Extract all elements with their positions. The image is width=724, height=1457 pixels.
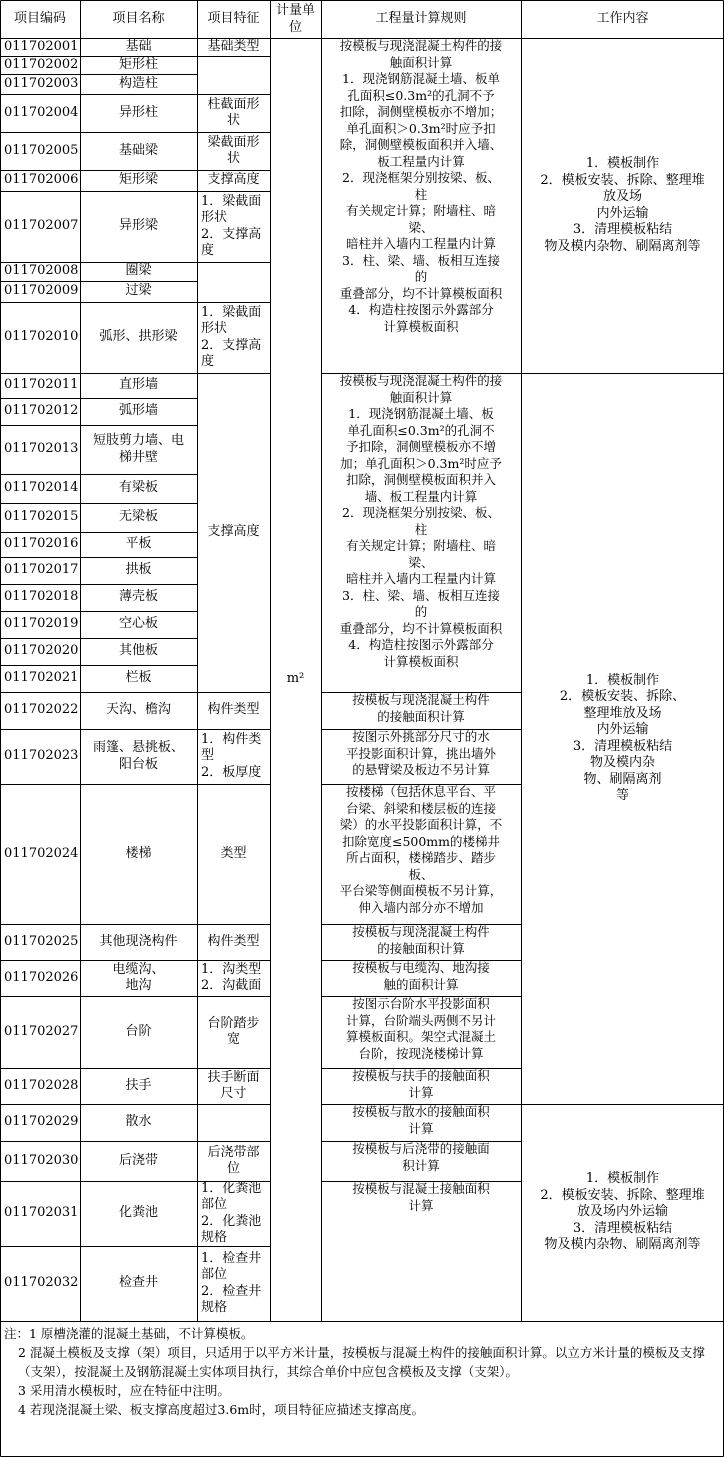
work-content: 1．模板制作 2．模板安装、拆除、 整理堆放及场 内外运输 3．清理模板粘结 物及模内杂 物、刷隔离剂 等 bbox=[559, 672, 686, 803]
item-name: 薄壳板 bbox=[118, 589, 158, 605]
item-name: 拱板 bbox=[125, 562, 152, 578]
item-name: 圈梁 bbox=[125, 263, 152, 279]
item-name: 基础 bbox=[125, 38, 152, 54]
item-code: 011702028 bbox=[4, 1077, 79, 1093]
item-name: 矩形梁 bbox=[118, 172, 158, 188]
item-code: 011702007 bbox=[4, 218, 79, 234]
item-name: 化粪池 bbox=[118, 1205, 158, 1221]
item-name: 其他现浇构件 bbox=[99, 933, 178, 949]
item-code: 011702012 bbox=[4, 403, 79, 419]
item-code: 011702029 bbox=[4, 1114, 79, 1130]
item-code: 011702002 bbox=[4, 56, 79, 72]
item-feature: 台阶踏步 宽 bbox=[207, 1015, 260, 1047]
item-code: 011702022 bbox=[4, 702, 79, 718]
item-code: 011702017 bbox=[4, 562, 79, 578]
item-code: 011702021 bbox=[4, 670, 79, 686]
item-name: 过梁 bbox=[125, 283, 152, 299]
item-code: 011702011 bbox=[4, 377, 79, 393]
item-feature: 1．梁截面 形状 2．支撑高 度 bbox=[201, 193, 262, 258]
item-name: 栏板 bbox=[125, 670, 152, 686]
header-work: 工作内容 bbox=[596, 11, 649, 27]
item-name: 电缆沟、 地沟 bbox=[112, 961, 165, 993]
item-name: 楼梯 bbox=[125, 845, 152, 861]
table-notes bbox=[0, 1322, 724, 1456]
item-code: 011702010 bbox=[4, 329, 79, 345]
item-code: 011702027 bbox=[4, 1023, 79, 1039]
item-code: 011702003 bbox=[4, 75, 79, 91]
work-content: 1．模板制作 2．模板安装、拆除、整理堆 放及场 内外运输 3．清理模板粘结 物及模内杂物、刷隔离剂等 bbox=[540, 156, 705, 254]
item-code: 011702009 bbox=[4, 283, 79, 299]
calc-rule: 按模板与混凝土接触面积 计算 bbox=[352, 1181, 490, 1213]
calc-rule: 按图示外挑部分尺寸的水 平投影面积计算，挑出墙外 的悬臂梁及板边不另计算 bbox=[345, 729, 496, 777]
item-code: 011702008 bbox=[4, 263, 79, 279]
item-code: 011702001 bbox=[4, 38, 79, 54]
calc-rule: 按图示台阶水平投影面积 计算，台阶端头两侧不另计 算模板面积。架空式混凝土 台阶，按现浇楼梯计算 bbox=[345, 996, 496, 1061]
item-name: 散水 bbox=[125, 1114, 152, 1130]
item-name: 后浇带 bbox=[118, 1152, 158, 1168]
item-code: 011702032 bbox=[4, 1275, 79, 1291]
item-feature: 1．梁截面 形状 2．支撑高 度 bbox=[201, 304, 262, 369]
item-code: 011702016 bbox=[4, 536, 79, 552]
item-feature: 梁截面形 状 bbox=[207, 134, 260, 166]
item-name: 检查井 bbox=[118, 1275, 158, 1291]
item-name: 弧形、拱形梁 bbox=[99, 329, 178, 345]
note-4: 4 若现浇混凝土梁、板支撑高度超过3.6m时，项目特征应描述支撑高度。 bbox=[18, 1402, 425, 1417]
header-code: 项目编码 bbox=[13, 11, 66, 27]
item-name: 基础梁 bbox=[118, 142, 158, 158]
item-code: 011702015 bbox=[4, 509, 79, 525]
item-name: 天沟、檐沟 bbox=[105, 702, 171, 718]
item-feature: 1．检查井 部位 2．检查井 规格 bbox=[201, 1250, 262, 1315]
item-feature: 支撑高度 bbox=[207, 524, 260, 540]
item-code: 011702013 bbox=[4, 441, 79, 457]
item-code: 011702024 bbox=[4, 845, 79, 861]
calc-rule: 按模板与现浇混凝土构件的接 触面积计算 1．现浇钢筋混凝土墙、板单 孔面积≤0.3m²的孔洞不予 扣除，洞侧壁模板亦不增加； 单孔面积＞0.3m²时应予扣 除，洞侧壁模板面积并入墙、 板工程量内计算 2．现浇框架分别按梁、板、 柱 有关规定计算；附墙柱、暗 梁、 暗柱并入墙内工程量内计算 3．柱、梁、墙、板相互连接 的 重叠部分，均不计算模板面积 4．构造柱按图示外露部分 计算模板面积 bbox=[339, 38, 503, 334]
item-name: 构造柱 bbox=[118, 75, 158, 91]
item-code: 011702020 bbox=[4, 643, 79, 659]
item-code: 011702014 bbox=[4, 480, 79, 496]
item-code: 011702006 bbox=[4, 172, 79, 188]
item-code: 011702018 bbox=[4, 589, 79, 605]
item-name: 异形梁 bbox=[118, 218, 158, 234]
note-3: 3 采用清水模板时，应在特征中注明。 bbox=[18, 1383, 230, 1398]
item-name: 台阶 bbox=[125, 1023, 152, 1039]
calc-rule: 按模板与散水的接触面积 计算 bbox=[352, 1104, 490, 1136]
item-name: 平板 bbox=[125, 536, 152, 552]
unit-value: m² bbox=[286, 671, 305, 687]
item-name: 雨篷、悬挑板、 阳台板 bbox=[92, 740, 184, 772]
item-name: 直形墙 bbox=[118, 377, 158, 393]
item-code: 011702030 bbox=[4, 1152, 79, 1168]
item-feature: 1．构件类 型 2．板厚度 bbox=[201, 731, 262, 780]
work-content: 1．模板制作 2．模板安装、拆除、整理堆 放及场内外运输 3．清理模板粘结 物及模内杂物、刷隔离剂等 bbox=[540, 1171, 705, 1253]
item-feature: 构件类型 bbox=[207, 702, 260, 718]
item-name: 有梁板 bbox=[118, 480, 158, 496]
item-name: 扶手 bbox=[125, 1077, 152, 1093]
header-feature: 项目特征 bbox=[207, 11, 260, 27]
calc-rule: 按楼梯（包括休息平台、平 台梁、斜梁和楼层板的连接 梁）的水平投影面积计算，不 扣除宽度≤500mm的楼梯井 所占面积，楼梯踏步、踏步 板、 平台梁等侧面模板不另计算， 伸入墙内部分亦不增加 bbox=[339, 784, 503, 915]
calc-rule: 按模板与现浇混凝土构件 的接触面积计算 bbox=[352, 924, 490, 956]
item-name: 其他板 bbox=[118, 643, 158, 659]
calc-rule: 按模板与电缆沟、地沟接 触的面积计算 bbox=[352, 960, 490, 992]
item-code: 011702023 bbox=[4, 748, 79, 764]
item-code: 011702004 bbox=[4, 104, 79, 120]
item-code: 011702026 bbox=[4, 969, 79, 985]
note-1: 注：1 原槽浇灌的混凝土基础，不计算模板。 bbox=[4, 1326, 254, 1341]
note-2: 2 混凝土模板及支撑（架）项目，只适用于以平方米计量，按模板与混凝土构件的接触面积计算。以立方米计量的模板及支撑（支架），按混凝土及钢筋混凝土实体项目执行，其综合单价中应包含模板及支撑（支架）。 bbox=[18, 1345, 705, 1379]
item-feature: 构件类型 bbox=[207, 933, 260, 949]
item-code: 011702005 bbox=[4, 142, 79, 158]
item-feature: 后浇带部 位 bbox=[207, 1144, 260, 1176]
calc-rule: 按模板与现浇混凝土构件的接 触面积计算 1．现浇钢筋混凝土墙、板 单孔面积≤0.3m²的孔洞不 予扣除，洞侧壁模板亦不增 加；单孔面积＞0.3m²时应予 扣除，洞侧壁模板面积并入 墙、板工程量内计算 2．现浇框架分别按梁、板、 柱 有关规定计算；附墙柱、暗 梁、 暗柱并入墙内工程量内计算 3．柱、梁、墙、板相互连接 的 重叠部分，均不计算模板面积 4．构造柱按图示外露部分 计算模板面积 bbox=[339, 373, 503, 669]
item-name: 弧形墙 bbox=[118, 403, 158, 419]
item-feature: 类型 bbox=[220, 845, 247, 861]
item-feature: 支撑高度 bbox=[207, 172, 260, 188]
item-feature: 1．沟类型 2．沟截面 bbox=[201, 961, 262, 993]
item-name: 空心板 bbox=[118, 616, 158, 632]
item-feature: 柱截面形 状 bbox=[207, 96, 260, 128]
calc-rule: 按模板与后浇带的接触面 积计算 bbox=[352, 1141, 490, 1173]
header-rule: 工程量计算规则 bbox=[375, 11, 467, 27]
calc-rule: 按模板与现浇混凝土构件 的接触面积计算 bbox=[352, 692, 490, 724]
header-unit: 计量单 位 bbox=[275, 3, 315, 35]
item-code: 011702019 bbox=[4, 616, 79, 632]
item-feature: 扶手断面 尺寸 bbox=[207, 1069, 260, 1101]
item-code: 011702025 bbox=[4, 933, 79, 949]
header-name: 项目名称 bbox=[112, 11, 165, 27]
item-name: 短肢剪力墙、电 梯井壁 bbox=[92, 433, 184, 465]
unit-cell bbox=[270, 38, 321, 1321]
item-name: 无梁板 bbox=[118, 509, 158, 525]
item-code: 011702031 bbox=[4, 1205, 79, 1221]
item-name: 异形柱 bbox=[118, 104, 158, 120]
item-feature: 1．化粪池 部位 2．化粪池 规格 bbox=[201, 1181, 262, 1245]
item-feature: 基础类型 bbox=[207, 38, 260, 54]
calc-rule: 按模板与扶手的接触面积 计算 bbox=[352, 1068, 490, 1100]
item-name: 矩形柱 bbox=[118, 56, 158, 72]
